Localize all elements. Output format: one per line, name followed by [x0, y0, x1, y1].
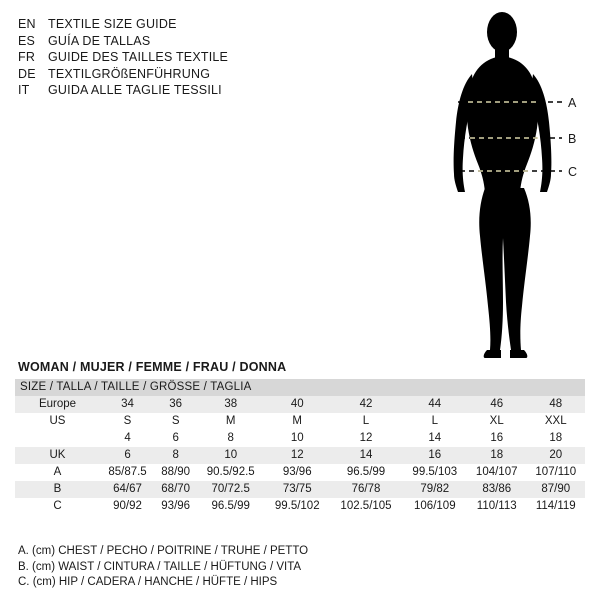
row-label: B	[15, 481, 100, 498]
size-table	[15, 379, 585, 515]
table-cell: 107/110	[527, 464, 585, 481]
table-row	[15, 498, 585, 515]
language-row-it	[18, 82, 318, 99]
table-cell: 14	[329, 447, 402, 464]
table-row	[15, 396, 585, 413]
table-cell: 16	[403, 447, 467, 464]
table-row	[15, 481, 585, 498]
table-cell: 16	[467, 430, 527, 447]
table-cell: XL	[467, 413, 527, 430]
table-cell: 36	[155, 396, 196, 413]
table-cell: 96.5/99	[196, 498, 265, 515]
table-cell: 93/96	[155, 498, 196, 515]
table-cell: 104/107	[467, 464, 527, 481]
table-cell: 106/109	[403, 498, 467, 515]
table-cell: 38	[196, 396, 265, 413]
table-cell: 18	[527, 430, 585, 447]
language-code: FR	[18, 50, 36, 64]
language-title: GUIDE DES TAILLES TEXTILE	[48, 50, 229, 64]
table-cell: 114/119	[527, 498, 585, 515]
language-title: TEXTILE SIZE GUIDE	[48, 17, 177, 31]
table-cell: 90.5/92.5	[196, 464, 265, 481]
table-cell: L	[329, 413, 402, 430]
table-cell: 8	[155, 447, 196, 464]
table-row	[15, 430, 585, 447]
table-cell: 96.5/99	[329, 464, 402, 481]
table-cell: 79/82	[403, 481, 467, 498]
table-cell: 46	[467, 396, 527, 413]
table-cell: 73/75	[265, 481, 329, 498]
row-label	[15, 430, 100, 447]
body-figure	[390, 6, 590, 376]
language-code: EN	[18, 17, 36, 31]
table-cell: 76/78	[329, 481, 402, 498]
table-cell: S	[155, 413, 196, 430]
table-cell: 99.5/102	[265, 498, 329, 515]
row-label: C	[15, 498, 100, 515]
table-cell: 83/86	[467, 481, 527, 498]
table-cell: 93/96	[265, 464, 329, 481]
table-cell: 8	[196, 430, 265, 447]
language-code: DE	[18, 66, 36, 81]
table-cell: 99.5/103	[403, 464, 467, 481]
row-label: UK	[15, 447, 100, 464]
table-cell: 12	[265, 447, 329, 464]
table-cell: XXL	[527, 413, 585, 430]
table-cell: 20	[527, 447, 585, 464]
table-cell: M	[196, 413, 265, 430]
table-cell: 40	[265, 396, 329, 413]
table-cell: 90/92	[100, 498, 155, 515]
table-cell: 102.5/105	[329, 498, 402, 515]
row-label: Europe	[15, 396, 100, 413]
table-cell: 18	[467, 447, 527, 464]
table-header-title: SIZE / TALLA / TAILLE / GRÖSSE / TAGLIA	[15, 379, 585, 396]
table-cell: 34	[100, 396, 155, 413]
size-table-wrapper	[15, 379, 585, 515]
legend-item-b: B. (cm) WAIST / CINTURA / TAILLE / HÜFTUNG / VITA	[18, 560, 302, 573]
language-row-de	[18, 66, 318, 83]
table-cell: 42	[329, 396, 402, 413]
language-row-en	[18, 16, 318, 33]
language-title: GUIDA ALLE TAGLIE TESSILI	[48, 83, 222, 97]
language-row-fr	[18, 49, 318, 66]
table-cell: L	[403, 413, 467, 430]
table-cell: 6	[100, 447, 155, 464]
table-cell: 6	[155, 430, 196, 447]
table-cell: 14	[403, 430, 467, 447]
table-row	[15, 447, 585, 464]
table-cell: 85/87.5	[100, 464, 155, 481]
section-title: WOMAN / MUJER / FEMME / FRAU / DONNA	[18, 360, 287, 374]
language-row-es	[18, 33, 318, 50]
table-cell: 12	[329, 430, 402, 447]
measure-label-c: C	[568, 165, 578, 179]
table-header-row	[15, 379, 585, 396]
table-cell: 88/90	[155, 464, 196, 481]
language-list	[18, 16, 318, 99]
table-cell: 10	[196, 447, 265, 464]
table-cell: 70/72.5	[196, 481, 265, 498]
legend-item-c: C. (cm) HIP / CADERA / HANCHE / HÜFTE / HIPS	[18, 576, 278, 588]
table-cell: 4	[100, 430, 155, 447]
measure-label-a: A	[568, 96, 577, 110]
table-cell: S	[100, 413, 155, 430]
language-code: IT	[18, 83, 30, 97]
language-title: TEXTILGRÖßENFÜHRUNG	[48, 66, 211, 81]
table-cell: 10	[265, 430, 329, 447]
language-code: ES	[18, 33, 36, 48]
table-cell: 68/70	[155, 481, 196, 498]
table-row	[15, 413, 585, 430]
table-cell: 110/113	[467, 498, 527, 515]
row-label: US	[15, 413, 100, 430]
row-label: A	[15, 464, 100, 481]
language-title: GUÍA DE TALLAS	[48, 33, 151, 48]
measure-label-b: B	[568, 132, 577, 146]
table-row	[15, 464, 585, 481]
measurement-legend	[18, 544, 308, 591]
table-cell: 48	[527, 396, 585, 413]
legend-item-a: A. (cm) CHEST / PECHO / POITRINE / TRUHE / PETTO	[18, 545, 309, 557]
female-silhouette-icon	[390, 6, 590, 376]
table-cell: 64/67	[100, 481, 155, 498]
table-cell: M	[265, 413, 329, 430]
table-cell: 87/90	[527, 481, 585, 498]
table-cell: 44	[403, 396, 467, 413]
